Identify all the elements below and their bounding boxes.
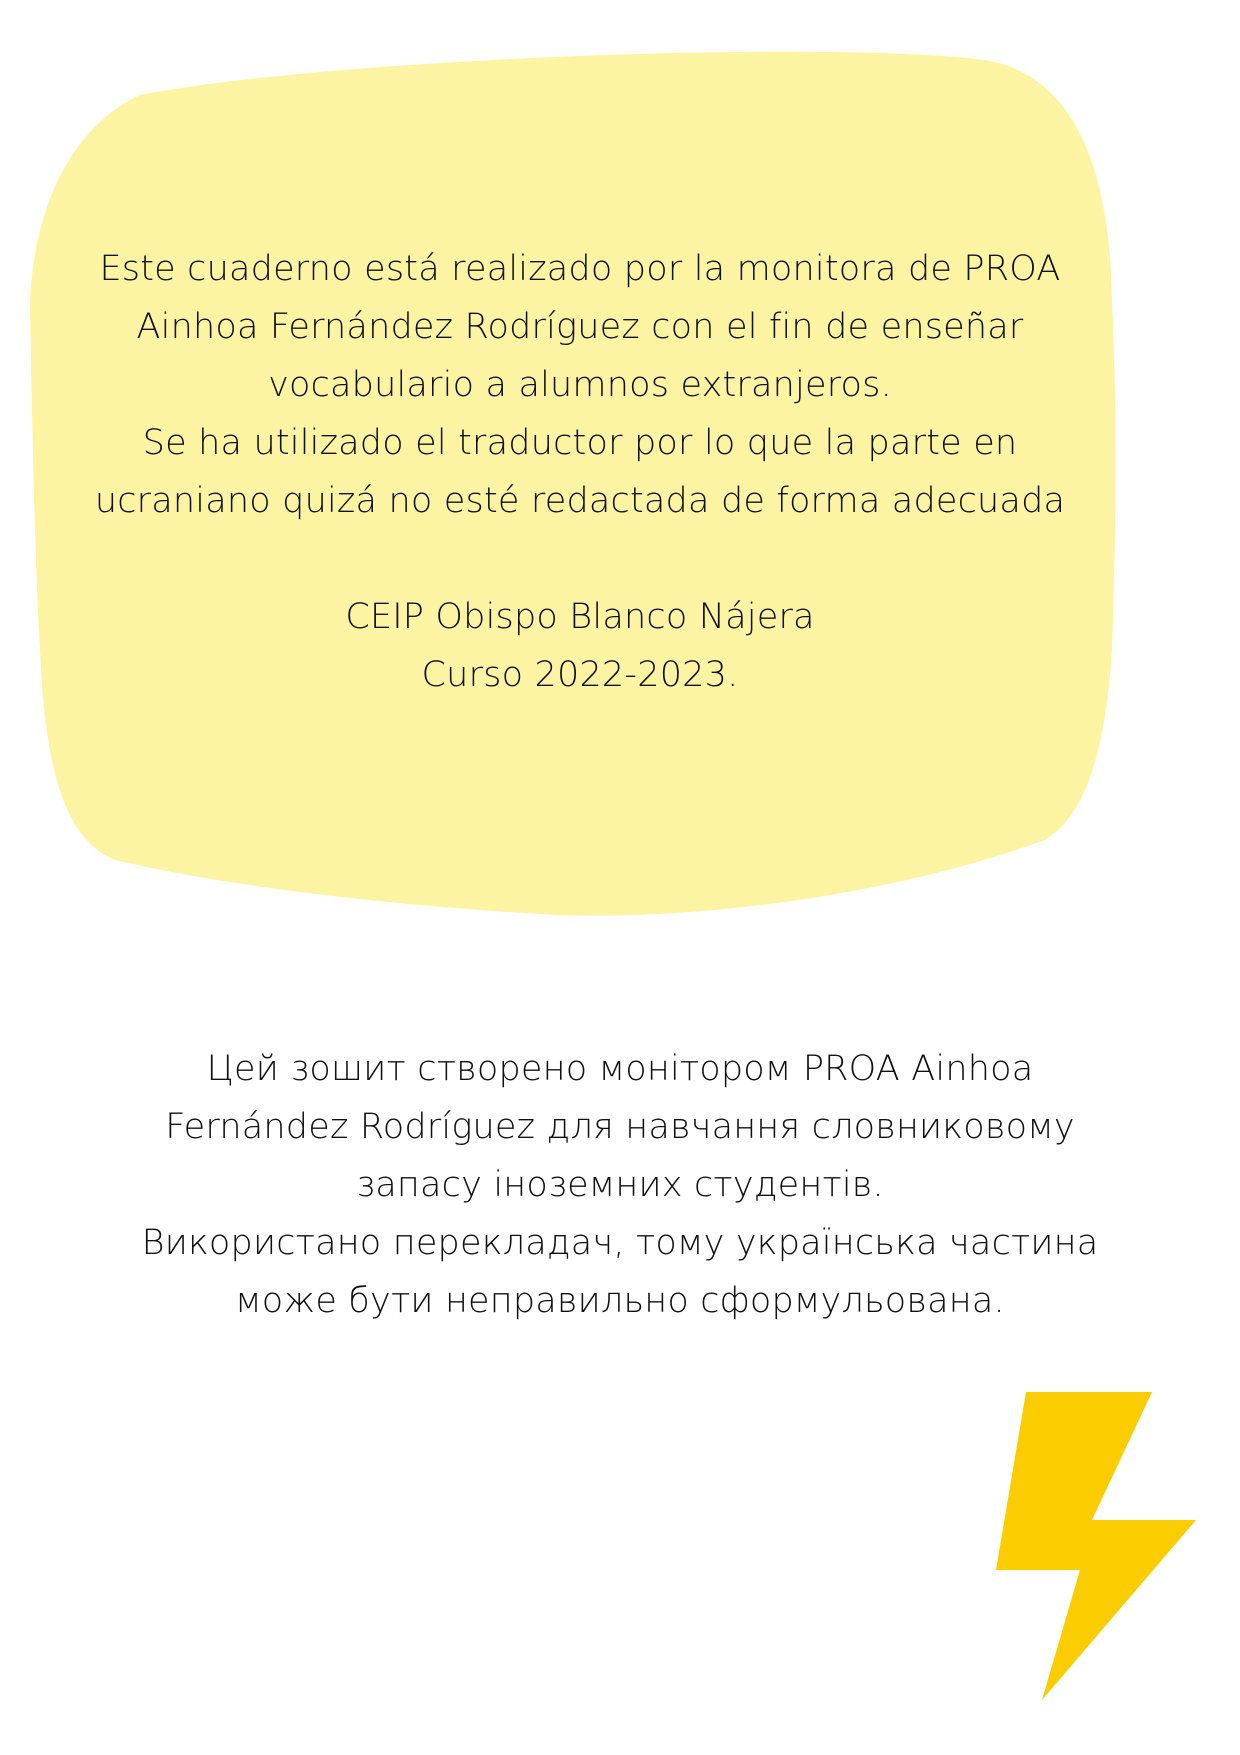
school-course: Curso 2022-2023.: [421, 655, 739, 695]
ukrainian-note-line-4: Використано перекладач, тому українська частина: [141, 1223, 1099, 1263]
ukrainian-note: [60, 1040, 1180, 1330]
spanish-note-line-5: ucraniano quizá no esté redactada de forma adecuada: [94, 481, 1066, 521]
spanish-note-line-1: Este cuaderno está realizado por la monitora de PROA: [99, 249, 1061, 289]
ukrainian-note-line-2: Fernández Rodríguez для навчання словниковому: [165, 1107, 1075, 1147]
spanish-note-line-4: Se ha utilizado el traductor por lo que la parte en: [142, 423, 1018, 463]
school-info: [40, 588, 1120, 704]
spanish-note-line-3: vocabulario a alumnos extranjeros.: [268, 365, 892, 405]
ukrainian-note-line-3: запасу іноземних студентів.: [356, 1165, 884, 1205]
ukrainian-note-line-1: Цей зошит створено монітором PROA Ainhoa: [206, 1049, 1034, 1089]
spanish-note: [40, 240, 1120, 530]
spanish-note-line-2: Ainhoa Fernández Rodríguez con el fin de enseñar: [136, 307, 1024, 347]
ukrainian-note-line-5: може бути неправильно сформульована.: [235, 1281, 1005, 1321]
school-name: CEIP Obispo Blanco Nájera: [345, 597, 815, 637]
